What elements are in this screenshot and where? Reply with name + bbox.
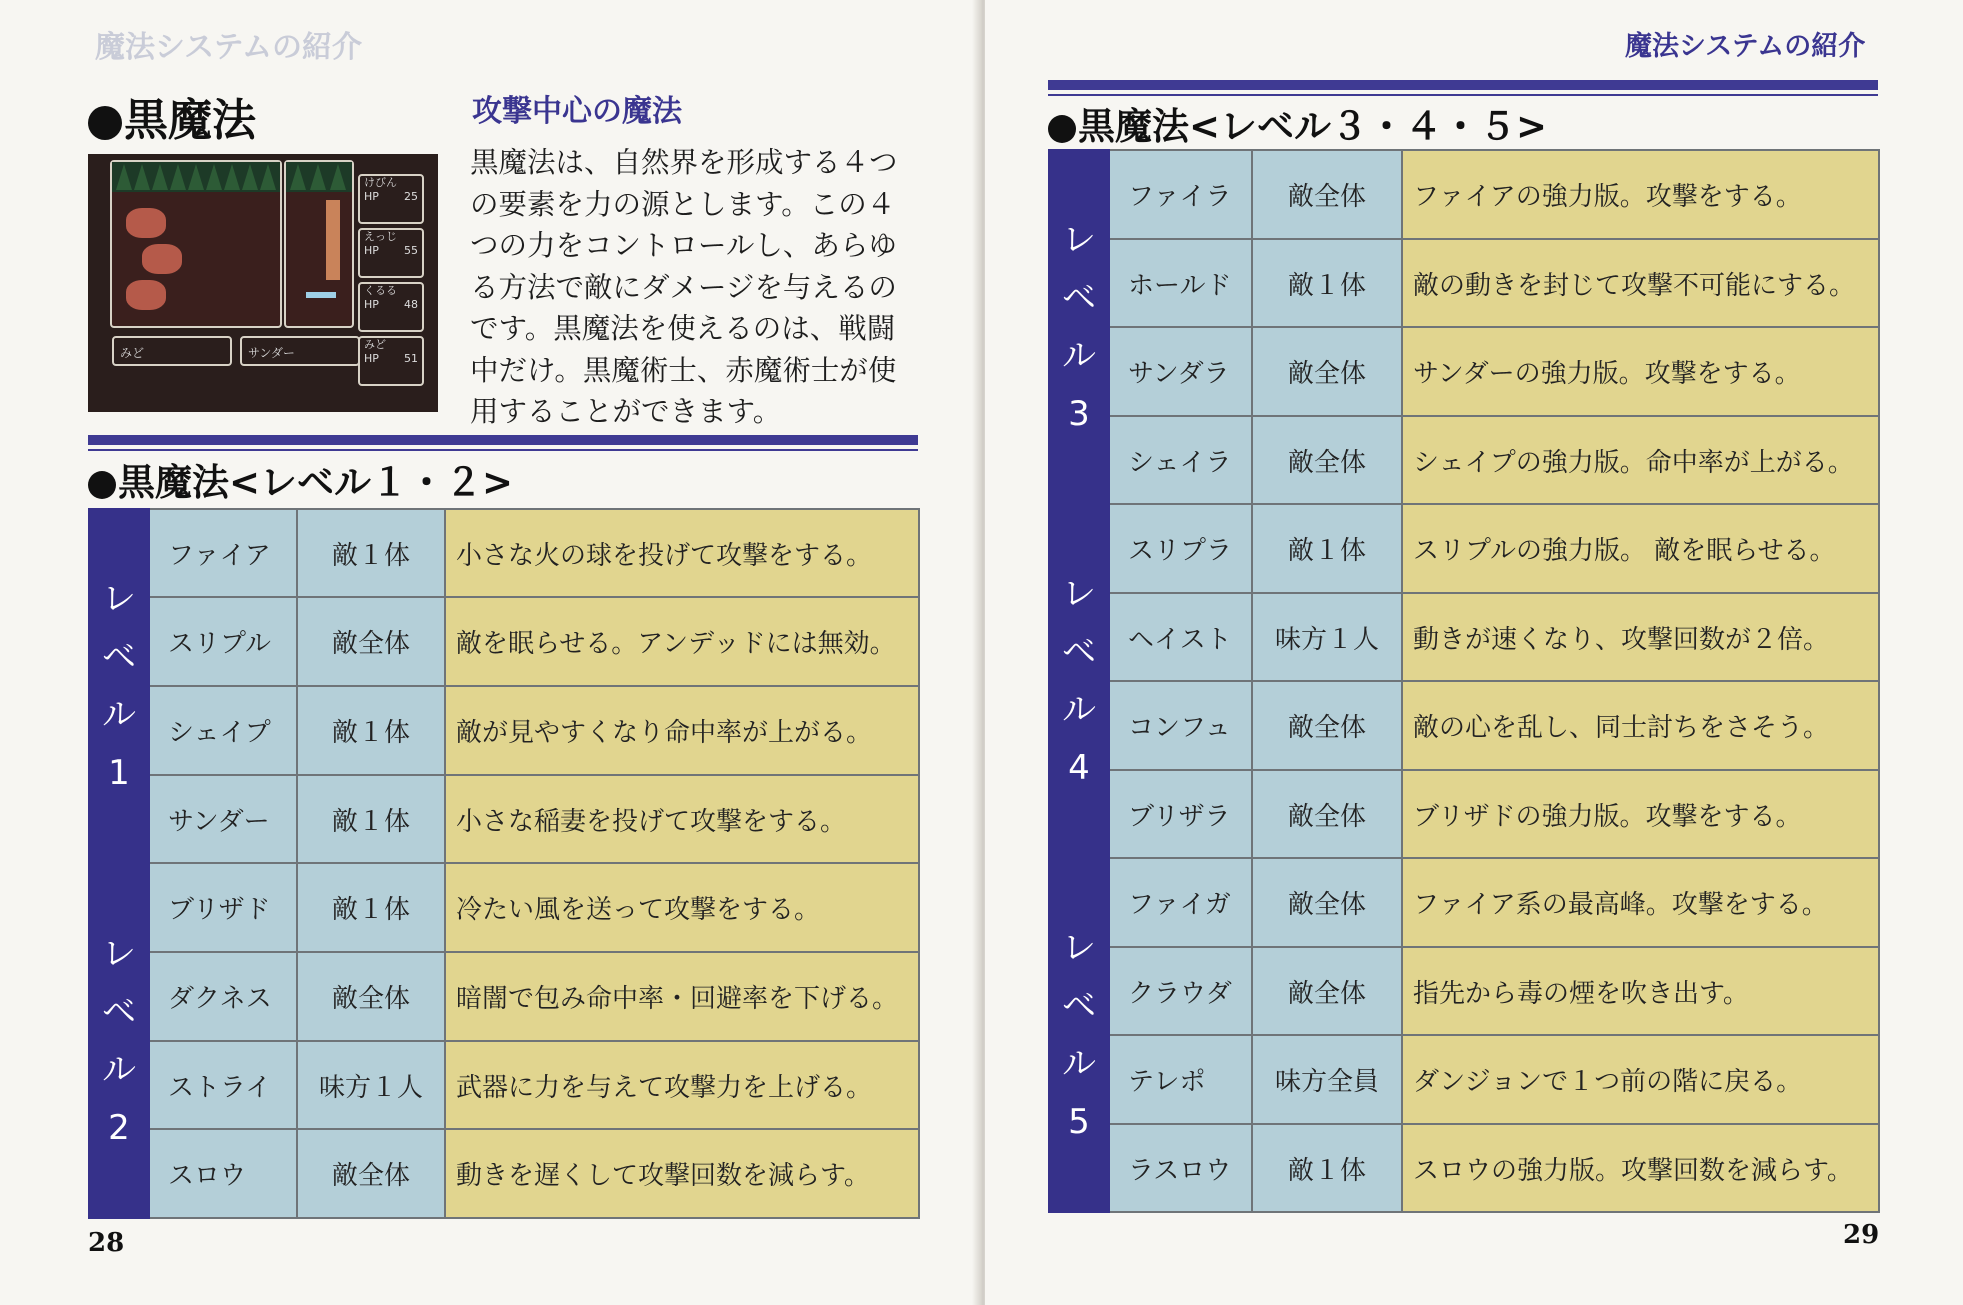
spell-name: ダクネス [149, 952, 297, 1041]
spell-target: 敵１体 [1252, 504, 1402, 593]
table-row [1049, 681, 1879, 770]
spell-target: 敵全体 [297, 952, 445, 1041]
spell-description: 敵を眠らせる。アンデッドには無効。 [445, 597, 919, 686]
spell-name: ファイガ [1109, 858, 1252, 947]
spell-description: スリプルの強力版。 敵を眠らせる。 [1402, 504, 1879, 593]
stat-box: けびん HP 25 [358, 174, 424, 224]
level-label: レ ベ ル 2 [89, 863, 149, 1218]
section-rule [88, 435, 918, 445]
spell-target: 敵１体 [297, 686, 445, 775]
table-row [1049, 770, 1879, 858]
intro-paragraph: 黒魔法は、自然界を形成する４つ の要素を力の源とします。この４ つの力をコントロールし、あらゆ る方法で敵にダメージを与えるの です。黒魔法を使えるのは、戦闘 中だけ。黒魔術士、赤魔術士が使 用することができます。 [470, 146, 898, 428]
stat-box: えっじ HP 55 [358, 228, 424, 278]
page-number: 29 [1843, 1220, 1880, 1250]
spell-target: 敵全体 [1252, 327, 1402, 416]
stat-box: くるる HP 48 [358, 282, 424, 332]
spell-name: テレポ [1109, 1035, 1252, 1124]
spell-target: 敵全体 [1252, 858, 1402, 947]
spell-description: 小さな火の球を投げて攻撃をする。 [445, 509, 919, 597]
table-row [89, 509, 919, 597]
spell-description: 冷たい風を送って攻撃をする。 [445, 863, 919, 952]
spell-target: 敵１体 [297, 509, 445, 597]
spell-description: ブリザドの強力版。攻撃をする。 [1402, 770, 1879, 858]
spell-description: 武器に力を与えて攻撃力を上げる。 [445, 1041, 919, 1129]
page-subtitle: 攻撃中心の魔法 [472, 94, 682, 129]
spell-name: クラウダ [1109, 947, 1252, 1035]
table-row [1049, 1035, 1879, 1124]
spell-description: 敵が見やすくなり命中率が上がる。 [445, 686, 919, 775]
table-row [1049, 947, 1879, 1035]
spell-target: 敵全体 [1252, 770, 1402, 858]
table-row [89, 863, 919, 952]
spell-description: 動きを遅くして攻撃回数を減らす。 [445, 1129, 919, 1218]
stat-box: みど HP 51 [358, 336, 424, 386]
spell-name: ストライ [149, 1041, 297, 1129]
spell-table-level-3-4-5 [1048, 149, 1880, 1213]
level-label: レ ベ ル 4 [1049, 504, 1109, 858]
spell-target: 敵全体 [1252, 681, 1402, 770]
bullet-icon [88, 471, 116, 499]
spell-name: ヘイスト [1109, 593, 1252, 681]
spell-target: 敵１体 [1252, 1124, 1402, 1212]
spell-name: ホールド [1109, 239, 1252, 327]
table-row [1049, 858, 1879, 947]
level-label: レ ベ ル 1 [89, 509, 149, 863]
bullet-icon [88, 106, 122, 140]
bullet-icon [1048, 115, 1076, 143]
spell-description: ファイア系の最高峰。攻撃をする。 [1402, 858, 1879, 947]
command-box-right: サンダー [240, 336, 360, 366]
spell-target: 敵全体 [1252, 150, 1402, 239]
spell-target: 敵全体 [297, 1129, 445, 1218]
spell-description: 小さな稲妻を投げて攻撃をする。 [445, 775, 919, 863]
spell-name: シェイプ [149, 686, 297, 775]
spell-target: 味方１人 [297, 1041, 445, 1129]
spell-name: ラスロウ [1109, 1124, 1252, 1212]
spell-description: ファイアの強力版。攻撃をする。 [1402, 150, 1879, 239]
spell-name: シェイラ [1109, 416, 1252, 504]
spell-name: ブリザラ [1109, 770, 1252, 858]
spell-name: スリプラ [1109, 504, 1252, 593]
table-row [1049, 593, 1879, 681]
table-row [89, 775, 919, 863]
spell-name: ファイア [149, 509, 297, 597]
table-row [1049, 327, 1879, 416]
table-row [89, 1129, 919, 1218]
spell-target: 敵１体 [1252, 239, 1402, 327]
section-rule [1048, 80, 1878, 90]
table-row [1049, 1124, 1879, 1212]
table-row [89, 952, 919, 1041]
table-row [1049, 239, 1879, 327]
spell-target: 敵全体 [1252, 947, 1402, 1035]
command-box-left: みど [112, 336, 232, 366]
spell-table-level-1-2 [88, 508, 920, 1219]
level-label: レ ベ ル 3 [1049, 150, 1109, 504]
battle-window [110, 160, 282, 328]
spell-target: 敵１体 [297, 863, 445, 952]
spell-name: コンフュ [1109, 681, 1252, 770]
page-number: 28 [88, 1228, 125, 1258]
game-screenshot [88, 154, 438, 412]
table-row [89, 686, 919, 775]
spell-description: シェイプの強力版。命中率が上がる。 [1402, 416, 1879, 504]
spell-target: 敵全体 [1252, 416, 1402, 504]
spell-name: ファイラ [1109, 150, 1252, 239]
spell-target: 敵１体 [297, 775, 445, 863]
table-row [1049, 504, 1879, 593]
party-stats [358, 174, 430, 386]
page-title: 黒魔法 [88, 84, 256, 148]
spell-description: 動きが速くなり、攻撃回数が２倍。 [1402, 593, 1879, 681]
left-page [0, 0, 978, 1305]
spell-target: 味方全員 [1252, 1035, 1402, 1124]
table-row [89, 597, 919, 686]
spell-description: サンダーの強力版。攻撃をする。 [1402, 327, 1879, 416]
spell-target: 敵全体 [297, 597, 445, 686]
table-title: 黒魔法<レベル３・４・５> [1048, 96, 1547, 150]
spell-description: 暗闇で包み命中率・回避率を下げる。 [445, 952, 919, 1041]
section-rule-thin [88, 449, 918, 451]
right-page [985, 0, 1963, 1305]
table-row [1049, 150, 1879, 239]
ghost-header: 魔法システムの紹介 [95, 30, 362, 65]
spell-name: スロウ [149, 1129, 297, 1218]
running-head: 魔法システムの紹介 [1625, 31, 1866, 62]
spell-description: 敵の動きを封じて攻撃不可能にする。 [1402, 239, 1879, 327]
spell-name: サンダラ [1109, 327, 1252, 416]
spell-description: ダンジョンで１つ前の階に戻る。 [1402, 1035, 1879, 1124]
spell-name: サンダー [149, 775, 297, 863]
table-row [89, 1041, 919, 1129]
spell-name: ブリザド [149, 863, 297, 952]
spell-description: 指先から毒の煙を吹き出す。 [1402, 947, 1879, 1035]
spell-target: 味方１人 [1252, 593, 1402, 681]
spell-name: スリプル [149, 597, 297, 686]
spell-description: 敵の心を乱し、同士討ちをさそう。 [1402, 681, 1879, 770]
level-label: レ ベ ル 5 [1049, 858, 1109, 1212]
spell-description: スロウの強力版。攻撃回数を減らす。 [1402, 1124, 1879, 1212]
table-title: 黒魔法<レベル１・２> [88, 452, 513, 506]
table-row [1049, 416, 1879, 504]
party-window [284, 160, 354, 328]
